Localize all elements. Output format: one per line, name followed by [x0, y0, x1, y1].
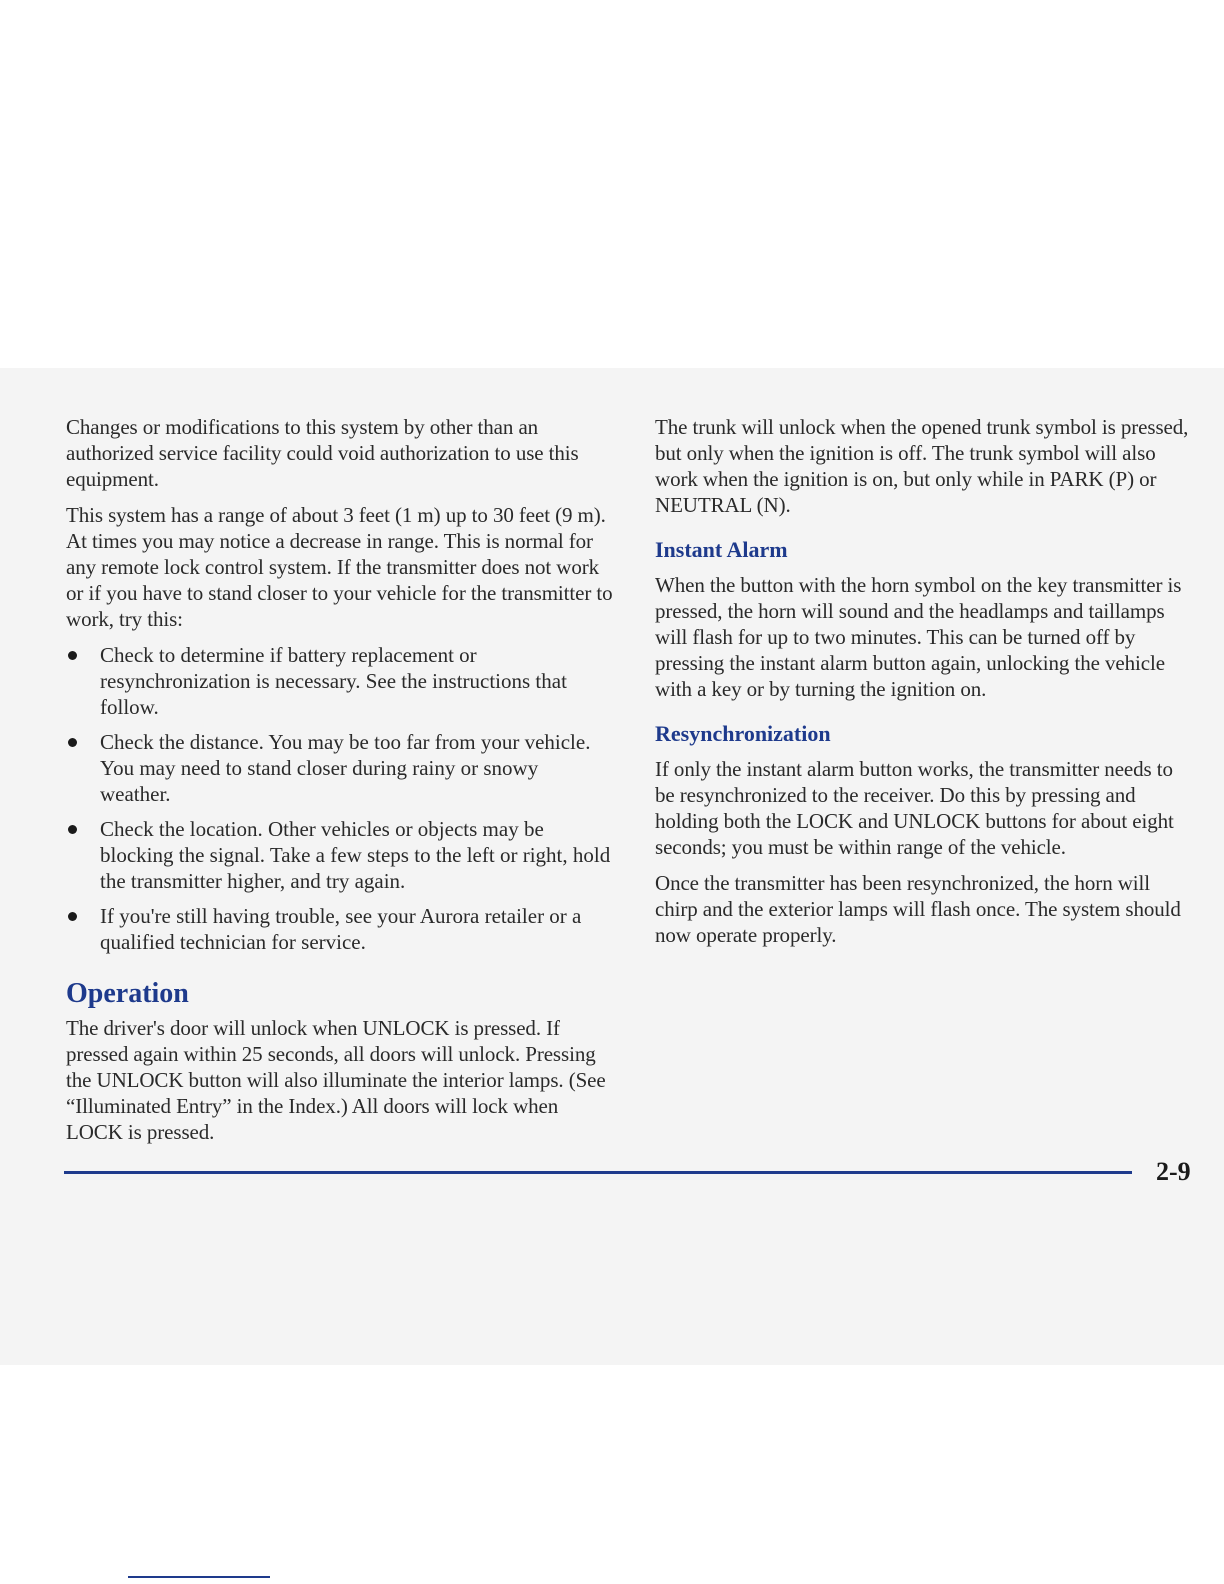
operation-heading: Operation	[66, 978, 189, 1009]
range-paragraph: This system has a range of about 3 feet (1 m) up to 30 feet (9 m). At times you may notice a decrease in range. This is normal for any remote lock control system. If the transmitter does not work or if you have to stand closer to your vehicle for the transmitter to work, try this:	[66, 503, 613, 631]
page-number: 2-9	[1156, 1157, 1191, 1186]
right-column	[655, 414, 1190, 958]
modification-warning-paragraph: Changes or modifications to this system by other than an authorized service facility could void authorization to use this equipment.	[66, 415, 579, 491]
list-item	[66, 903, 614, 955]
list-item-text: If you're still having trouble, see your Aurora retailer or a qualified technician for service.	[100, 904, 582, 954]
resynchronized-result-paragraph: Once the transmitter has been resynchronized, the horn will chirp and the exterior lamps will flash once. The system should now operate properly.	[655, 871, 1181, 947]
footer-rule	[64, 1171, 1132, 1174]
bullet-icon	[68, 651, 77, 660]
instant-alarm-paragraph: When the button with the horn symbol on the key transmitter is pressed, the horn will sound and the headlamps and taillamps will flash for up to two minutes. This can be turned off by pressing the instant alarm button again, unlocking the vehicle with a key or by turning the ignition on.	[655, 573, 1182, 701]
troubleshooting-list	[66, 642, 614, 955]
operation-paragraph: The driver's door will unlock when UNLOCK is pressed. If pressed again within 25 seconds, all doors will unlock. Pressing the UNLOCK button will also illuminate the interior lamps. (See “Illuminated Entry” in the Index.) All doors will lock when LOCK is pressed.	[66, 1016, 606, 1144]
list-item	[66, 816, 614, 894]
list-item	[66, 729, 614, 807]
resynchronization-heading: Resynchronization	[655, 721, 831, 746]
list-item-text: Check the location. Other vehicles or objects may be blocking the signal. Take a few steps to the left or right, hold the transmitter higher, and try again.	[100, 817, 611, 893]
trunk-paragraph: The trunk will unlock when the opened trunk symbol is pressed, but only when the ignition is off. The trunk symbol will also work when the ignition is on, but only while in PARK (P) or NEUTRAL (N).	[655, 415, 1189, 517]
list-item-text: Check to determine if battery replacement or resynchronization is necessary. See the instructions that follow.	[100, 643, 567, 719]
list-item-text: Check the distance. You may be too far from your vehicle. You may need to stand closer during rainy or snowy weather.	[100, 730, 591, 806]
bullet-icon	[68, 738, 77, 747]
resynchronization-paragraph: If only the instant alarm button works, the transmitter needs to be resynchronized to the receiver. Do this by pressing and holding both the LOCK and UNLOCK buttons for about eight seconds; you must be within range of the vehicle.	[655, 757, 1174, 859]
left-column	[66, 414, 614, 1155]
bullet-icon	[68, 825, 77, 834]
bullet-icon	[68, 912, 77, 921]
footer-link-underline	[128, 1576, 270, 1578]
instant-alarm-heading: Instant Alarm	[655, 537, 788, 562]
list-item	[66, 642, 614, 720]
